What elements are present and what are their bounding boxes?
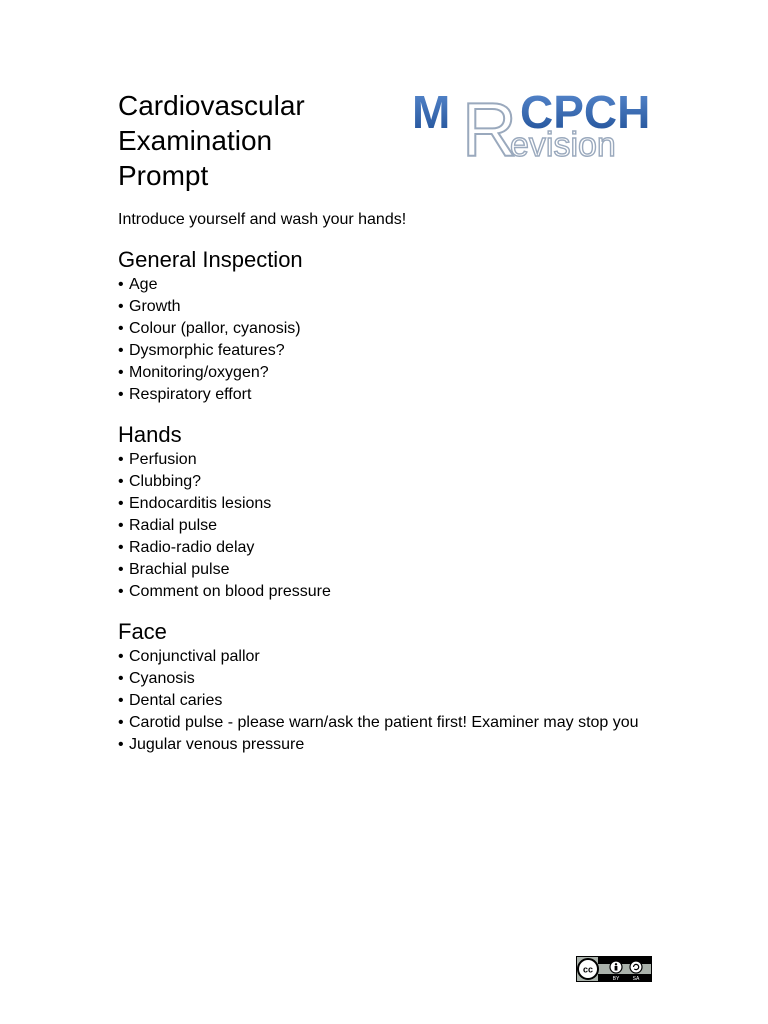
list-item: • Dysmorphic features? (118, 340, 658, 362)
bullet-list (118, 449, 658, 603)
section-hands (118, 421, 658, 603)
sa-label: SA (632, 976, 640, 982)
logo-letter-r: R (462, 88, 517, 166)
section-general-inspection (118, 246, 658, 406)
logo-text-evision: evision (510, 126, 616, 164)
list-item: • Jugular venous pressure (118, 734, 658, 756)
logo-text-cpch: CPCH (520, 86, 650, 138)
creative-commons-badge (576, 956, 652, 982)
bullet-list (118, 646, 658, 756)
list-item: • Radio-radio delay (118, 537, 658, 559)
list-item: • Endocarditis lesions (118, 493, 658, 515)
list-item: • Growth (118, 296, 658, 318)
section-heading: General Inspection (118, 247, 303, 272)
share-alike-icon (630, 961, 642, 973)
list-item: • Comment on blood pressure (118, 581, 658, 603)
list-item: • Perfusion (118, 449, 658, 471)
list-item: • Conjunctival pallor (118, 646, 658, 668)
section-face (118, 618, 658, 756)
list-item: • Clubbing? (118, 471, 658, 493)
intro-text: Introduce yourself and wash your hands! (118, 211, 407, 228)
bullet-list (118, 274, 658, 406)
by-label: BY (612, 976, 620, 982)
list-item: • Dental caries (118, 690, 658, 712)
list-item: • Respiratory effort (118, 384, 658, 406)
list-item: • Cyanosis (118, 668, 658, 690)
logo-letter-m: M (412, 86, 451, 138)
list-item: • Monitoring/oxygen? (118, 362, 658, 384)
list-item: • Radial pulse (118, 515, 658, 537)
title-line-3: Prompt (118, 160, 209, 191)
section-heading: Face (118, 619, 167, 644)
section-heading: Hands (118, 422, 182, 447)
title-line-1: Cardiovascular (118, 90, 305, 121)
cc-icon-text: cc (582, 964, 594, 975)
list-item: • Age (118, 274, 658, 296)
page-title (118, 88, 408, 193)
list-item: • Colour (pallor, cyanosis) (118, 318, 658, 340)
list-item: • Carotid pulse - please warn/ask the patient first! Examiner may stop you (118, 712, 658, 734)
title-line-2: Examination (118, 125, 273, 156)
list-item: • Brachial pulse (118, 559, 658, 581)
mrcpch-revision-logo (410, 86, 650, 166)
